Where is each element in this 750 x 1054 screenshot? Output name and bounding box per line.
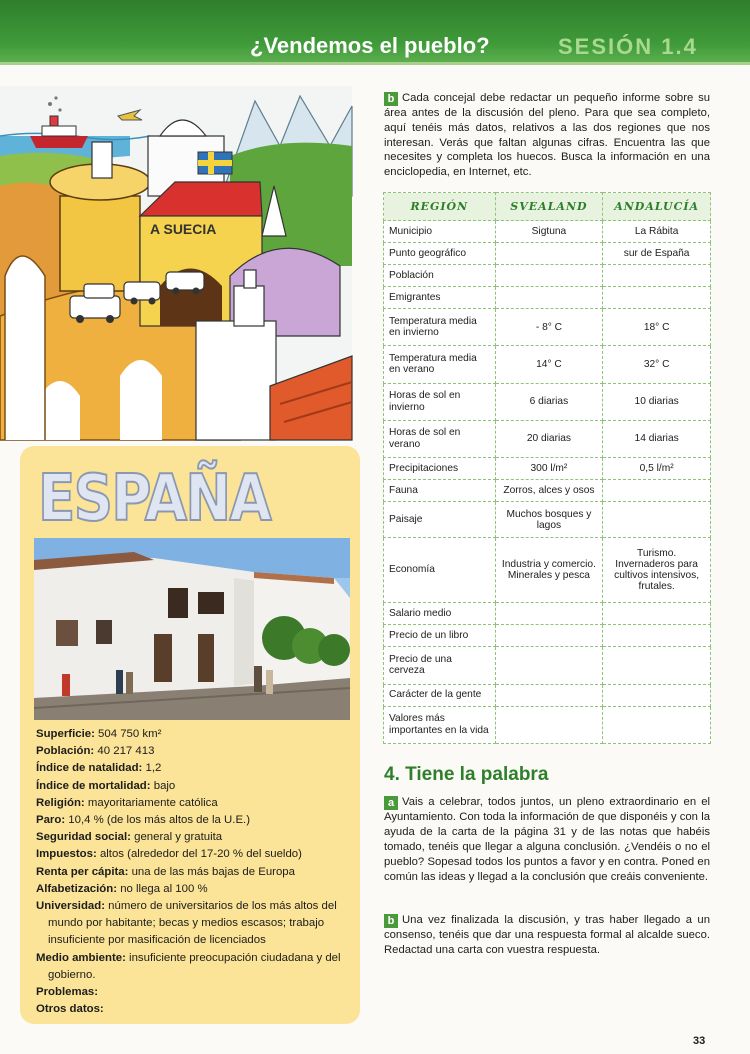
row-label: Precio de un libro	[384, 625, 496, 647]
cell-andalucia[interactable]: 18° C	[603, 308, 711, 345]
cell-andalucia[interactable]	[603, 264, 711, 286]
row-label: Población	[384, 264, 496, 286]
row-label: Salario medio	[384, 603, 496, 625]
village-street-photo	[34, 538, 350, 720]
cell-svealand[interactable]: 20 diarias	[495, 420, 603, 457]
cell-andalucia[interactable]: Turismo. Invernaderos para cultivos intensivos, frutales.	[603, 538, 711, 603]
fact-otros-datos: Otros datos:	[36, 1003, 104, 1016]
section-4a-paragraph	[384, 795, 710, 885]
cell-andalucia[interactable]	[603, 502, 711, 538]
row-label: Carácter de la gente	[384, 684, 496, 706]
cell-svealand[interactable]	[495, 603, 603, 625]
table-row	[384, 221, 711, 243]
section-4b-text: Una vez finalizada la discusión, y tras haber llegado a un consenso, tenéis que dar una respuesta formal al alcalde sueco. Redactad una carta con vuestra respuesta.	[384, 914, 710, 956]
fact-problemas: Problemas:	[36, 986, 99, 999]
row-label: Municipio	[384, 221, 496, 243]
cell-andalucia[interactable]	[603, 480, 711, 502]
cell-svealand[interactable]: - 8° C	[495, 308, 603, 345]
table-row	[384, 480, 711, 502]
cell-svealand[interactable]: 300 l/m²	[495, 458, 603, 480]
page-title: ¿Vendemos el pueblo?	[250, 33, 490, 58]
table-row	[384, 242, 711, 264]
fact-poblacion: Población: 40 217 413	[36, 745, 155, 758]
table-row	[384, 458, 711, 480]
cell-andalucia[interactable]: 32° C	[603, 346, 711, 383]
table-row	[384, 625, 711, 647]
table-row	[384, 383, 711, 420]
cell-andalucia[interactable]	[603, 625, 711, 647]
table-row	[384, 706, 711, 743]
cell-svealand[interactable]	[495, 242, 603, 264]
regions-comparison-table	[383, 192, 711, 744]
row-label: Horas de sol en invierno	[384, 383, 496, 420]
sign-text: A SUECIA	[150, 221, 217, 237]
table-row	[384, 420, 711, 457]
row-label: Temperatura media en invierno	[384, 308, 496, 345]
cell-svealand[interactable]	[495, 264, 603, 286]
fact-renta: Renta per cápita: una de las más bajas de Europa	[36, 865, 295, 878]
fact-mortalidad: Índice de mortalidad: bajo	[36, 779, 176, 792]
svg-text:ESPAÑA: ESPAÑA	[38, 462, 310, 536]
cell-andalucia[interactable]	[603, 684, 711, 706]
village-illustration	[0, 86, 352, 440]
section-b-text: Cada concejal debe redactar un pequeño informe sobre su área antes de la discusión del pleno. Para que sea completo, aquí tenéis más datos, relativos a las dos regiones que nos interesan. Verás que faltan algunas cifras. Encuentra las que necesites y completa los huecos. Busca la información en una enciclopedia, en Internet, etc.	[384, 92, 710, 179]
section-4b-letter-badge: b	[384, 914, 398, 928]
section-b-letter-badge: b	[384, 92, 398, 106]
row-label: Temperatura media en verano	[384, 346, 496, 383]
cell-svealand[interactable]	[495, 647, 603, 684]
cell-svealand[interactable]: Industria y comercio. Minerales y pesca	[495, 538, 603, 603]
table-row	[384, 346, 711, 383]
cell-svealand[interactable]: 6 diarias	[495, 383, 603, 420]
country-facts-list	[36, 726, 354, 1018]
table-row	[384, 684, 711, 706]
cell-andalucia[interactable]: 0,5 l/m²	[603, 458, 711, 480]
cell-andalucia[interactable]: 10 diarias	[603, 383, 711, 420]
fact-religion: Religión: mayoritariamente católica	[36, 796, 218, 809]
row-label: Precipitaciones	[384, 458, 496, 480]
row-label: Precio de una cerveza	[384, 647, 496, 684]
section-b-instructions	[384, 91, 710, 180]
row-label: Horas de sol en verano	[384, 420, 496, 457]
cell-andalucia[interactable]: 14 diarias	[603, 420, 711, 457]
table-header-svealand: SVEALAND	[495, 193, 603, 221]
country-card-espana	[20, 446, 360, 1024]
cell-andalucia[interactable]	[603, 603, 711, 625]
cell-svealand[interactable]: Sigtuna	[495, 221, 603, 243]
cell-andalucia[interactable]	[603, 286, 711, 308]
section-4a-text: Vais a celebrar, todos juntos, un pleno extraordinario en el Ayuntamiento. Con toda la información de que disponéis y con la ayuda de la carta de la página 31 y de las notas que habéis tomado, tenéis que llegar a alguna conclusión. ¿Vendéis o no el pueblo? Sopesad todos los puntos a favor y en contra. Poned en común las ideas y llegad a la conclusión que creáis conveniente.	[384, 796, 710, 883]
row-label: Paisaje	[384, 502, 496, 538]
fact-medio-ambiente: Medio ambiente: insuficiente preocupación ciudadana y del gobierno.	[36, 951, 341, 981]
cell-svealand[interactable]: Muchos bosques y lagos	[495, 502, 603, 538]
fact-superficie: Superficie: 504 750 km²	[36, 728, 162, 740]
table-header-row	[384, 193, 711, 221]
row-label: Economía	[384, 538, 496, 603]
table-header-region: REGIÓN	[384, 193, 496, 221]
fact-alfabetizacion: Alfabetización: no llega al 100 %	[36, 882, 208, 895]
cell-svealand[interactable]: 14° C	[495, 346, 603, 383]
session-label: SESIÓN 1.4	[558, 34, 698, 59]
cell-svealand[interactable]	[495, 286, 603, 308]
table-header-andalucia: ANDALUCÍA	[603, 193, 711, 221]
cell-andalucia[interactable]	[603, 647, 711, 684]
row-label: Punto geográfico	[384, 242, 496, 264]
fact-impuestos: Impuestos: altos (alrededor del 17-20 % del sueldo)	[36, 848, 302, 861]
cell-andalucia[interactable]: La Rábita	[603, 221, 711, 243]
section-4b-paragraph	[384, 913, 710, 958]
table-row	[384, 264, 711, 286]
fact-paro: Paro: 10,4 % (de los más altos de la U.E.)	[36, 814, 250, 827]
table-row	[384, 502, 711, 538]
section-4a-letter-badge: a	[384, 796, 398, 810]
cell-svealand[interactable]	[495, 625, 603, 647]
fact-universidad: Universidad: número de universitarios de los más altos del mundo por habitante; becas y medios escasos; trabajo insuficiente por masificación de licenciados	[36, 900, 337, 947]
cell-svealand[interactable]	[495, 706, 603, 743]
cell-svealand[interactable]	[495, 684, 603, 706]
card-title	[38, 448, 310, 536]
table-row	[384, 308, 711, 345]
table-row	[384, 647, 711, 684]
row-label: Emigrantes	[384, 286, 496, 308]
cell-andalucia[interactable]	[603, 706, 711, 743]
table-row	[384, 603, 711, 625]
cell-andalucia[interactable]: sur de España	[603, 242, 711, 264]
row-label: Valores más importantes en la vida	[384, 706, 496, 743]
header-divider	[0, 62, 750, 65]
table-row	[384, 538, 711, 603]
page-number: 33	[693, 1035, 706, 1047]
table-row	[384, 286, 711, 308]
section-4-heading: 4. Tiene la palabra	[384, 764, 549, 785]
row-label: Fauna	[384, 480, 496, 502]
cell-svealand[interactable]: Zorros, alces y osos	[495, 480, 603, 502]
fact-natalidad: Índice de natalidad: 1,2	[36, 762, 162, 775]
fact-seguridad-social: Seguridad social: general y gratuita	[36, 831, 223, 844]
